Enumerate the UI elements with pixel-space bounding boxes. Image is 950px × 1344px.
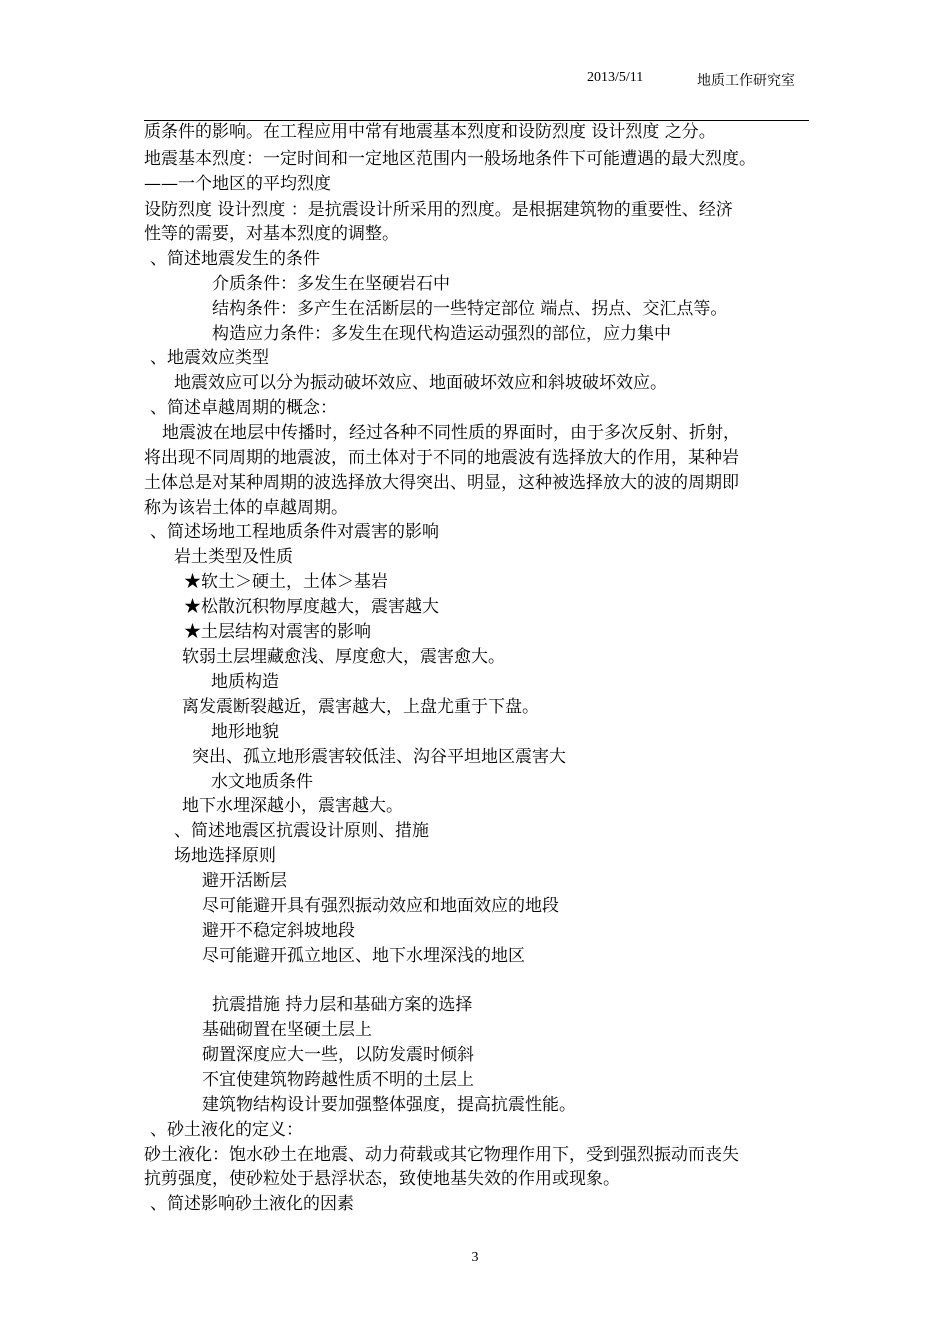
text-line: 设防烈度 设计烈度 ：是抗震设计所采用的烈度。是根据建筑物的重要性、经济: [144, 200, 733, 220]
section-heading: 、砂土液化的定义：: [150, 1120, 303, 1140]
text-line: 场地选择原则: [174, 846, 276, 866]
text-line: 地下水埋深越小，震害越大。: [182, 796, 403, 816]
text-line: 砌置深度应大一些，以防发震时倾斜: [202, 1045, 474, 1065]
header-org: 地质工作研究室: [697, 74, 795, 89]
text-line: 抗剪强度，使砂粒处于悬浮状态，致使地基失效的作用或现象。: [144, 1169, 620, 1189]
text-line: 质条件的影响。在工程应用中常有地震基本烈度和设防烈度 设计烈度 之分。: [144, 122, 716, 142]
text-line: 砂土液化：饱水砂土在地震、动力荷载或其它物理作用下，受到强烈振动而丧失: [144, 1145, 739, 1165]
text-line: 尽可能避开具有强烈振动效应和地面效应的地段: [202, 896, 559, 916]
text-line: 抗震措施 持力层和基础方案的选择: [212, 995, 473, 1015]
text-line: 离发震断裂越近，震害越大，上盘尤重于下盘。: [182, 697, 539, 717]
text-line: 水文地质条件: [211, 772, 313, 792]
page-footer: [0, 1250, 950, 1266]
section-heading: 、简述卓越周期的概念：: [150, 398, 337, 418]
text-line: 软弱土层埋藏愈浅、厚度愈大，震害愈大。: [182, 647, 505, 667]
text-line: 地震基本烈度：一定时间和一定地区范围内一般场地条件下可能遭遇的最大烈度。: [144, 149, 756, 169]
text-line: ——一个地区的平均烈度: [144, 174, 331, 194]
section-heading: 、简述地震区抗震设计原则、措施: [174, 821, 429, 841]
page-header: [0, 70, 950, 92]
text-line: 地震效应可以分为振动破坏效应、地面破坏效应和斜坡破坏效应。: [174, 373, 667, 393]
text-line: 介质条件：多发生在坚硬岩石中: [212, 274, 450, 294]
section-heading: 、地震效应类型: [150, 348, 269, 368]
text-line: 地质构造: [211, 672, 279, 692]
text-line: 性等的需要，对基本烈度的调整。: [144, 224, 399, 244]
text-line: 建筑物结构设计要加强整体强度，提高抗震性能。: [202, 1095, 576, 1115]
bullet-line: ★松散沉积物厚度越大，震害越大: [184, 597, 439, 617]
section-heading: 、简述影响砂土液化的因素: [150, 1194, 354, 1214]
text-line: 避开活断层: [202, 871, 287, 891]
text-line: 结构条件：多产生在活断层的一些特定部位 端点、拐点、交汇点等。: [212, 299, 728, 319]
text-line: 突出、孤立地形震害较低洼、沟谷平坦地区震害大: [192, 747, 566, 767]
text-line: 称为该岩土体的卓越周期。: [144, 498, 348, 518]
section-heading: 、简述场地工程地质条件对震害的影响: [150, 522, 439, 542]
page-number: 3: [471, 1250, 479, 1265]
bullet-line: ★软土＞硬土，土体＞基岩: [184, 572, 388, 592]
section-heading: 、简述地震发生的条件: [150, 249, 320, 269]
text-line: 构造应力条件：多发生在现代构造运动强烈的部位，应力集中: [212, 324, 671, 344]
text-line: 不宜使建筑物跨越性质不明的土层上: [202, 1070, 474, 1090]
text-line: 地震波在地层中传播时，经过各种不同性质的界面时，由于多次反射、折射，: [162, 423, 740, 443]
header-date: 2013/5/11: [587, 70, 644, 85]
text-line: 将出现不同周期的地震波，而土体对于不同的地震波有选择放大的作用，某种岩: [144, 448, 739, 468]
text-line: 土体总是对某种周期的波选择放大得突出、明显，这种被选择放大的波的周期即: [144, 473, 739, 493]
text-line: 岩土类型及性质: [174, 547, 293, 567]
text-line: 地形地貌: [211, 722, 279, 742]
bullet-line: ★土层结构对震害的影响: [184, 622, 371, 642]
text-line: 避开不稳定斜坡地段: [202, 921, 355, 941]
text-line: 基础砌置在坚硬土层上: [202, 1020, 372, 1040]
text-line: 尽可能避开孤立地区、地下水埋深浅的地区: [202, 946, 525, 966]
